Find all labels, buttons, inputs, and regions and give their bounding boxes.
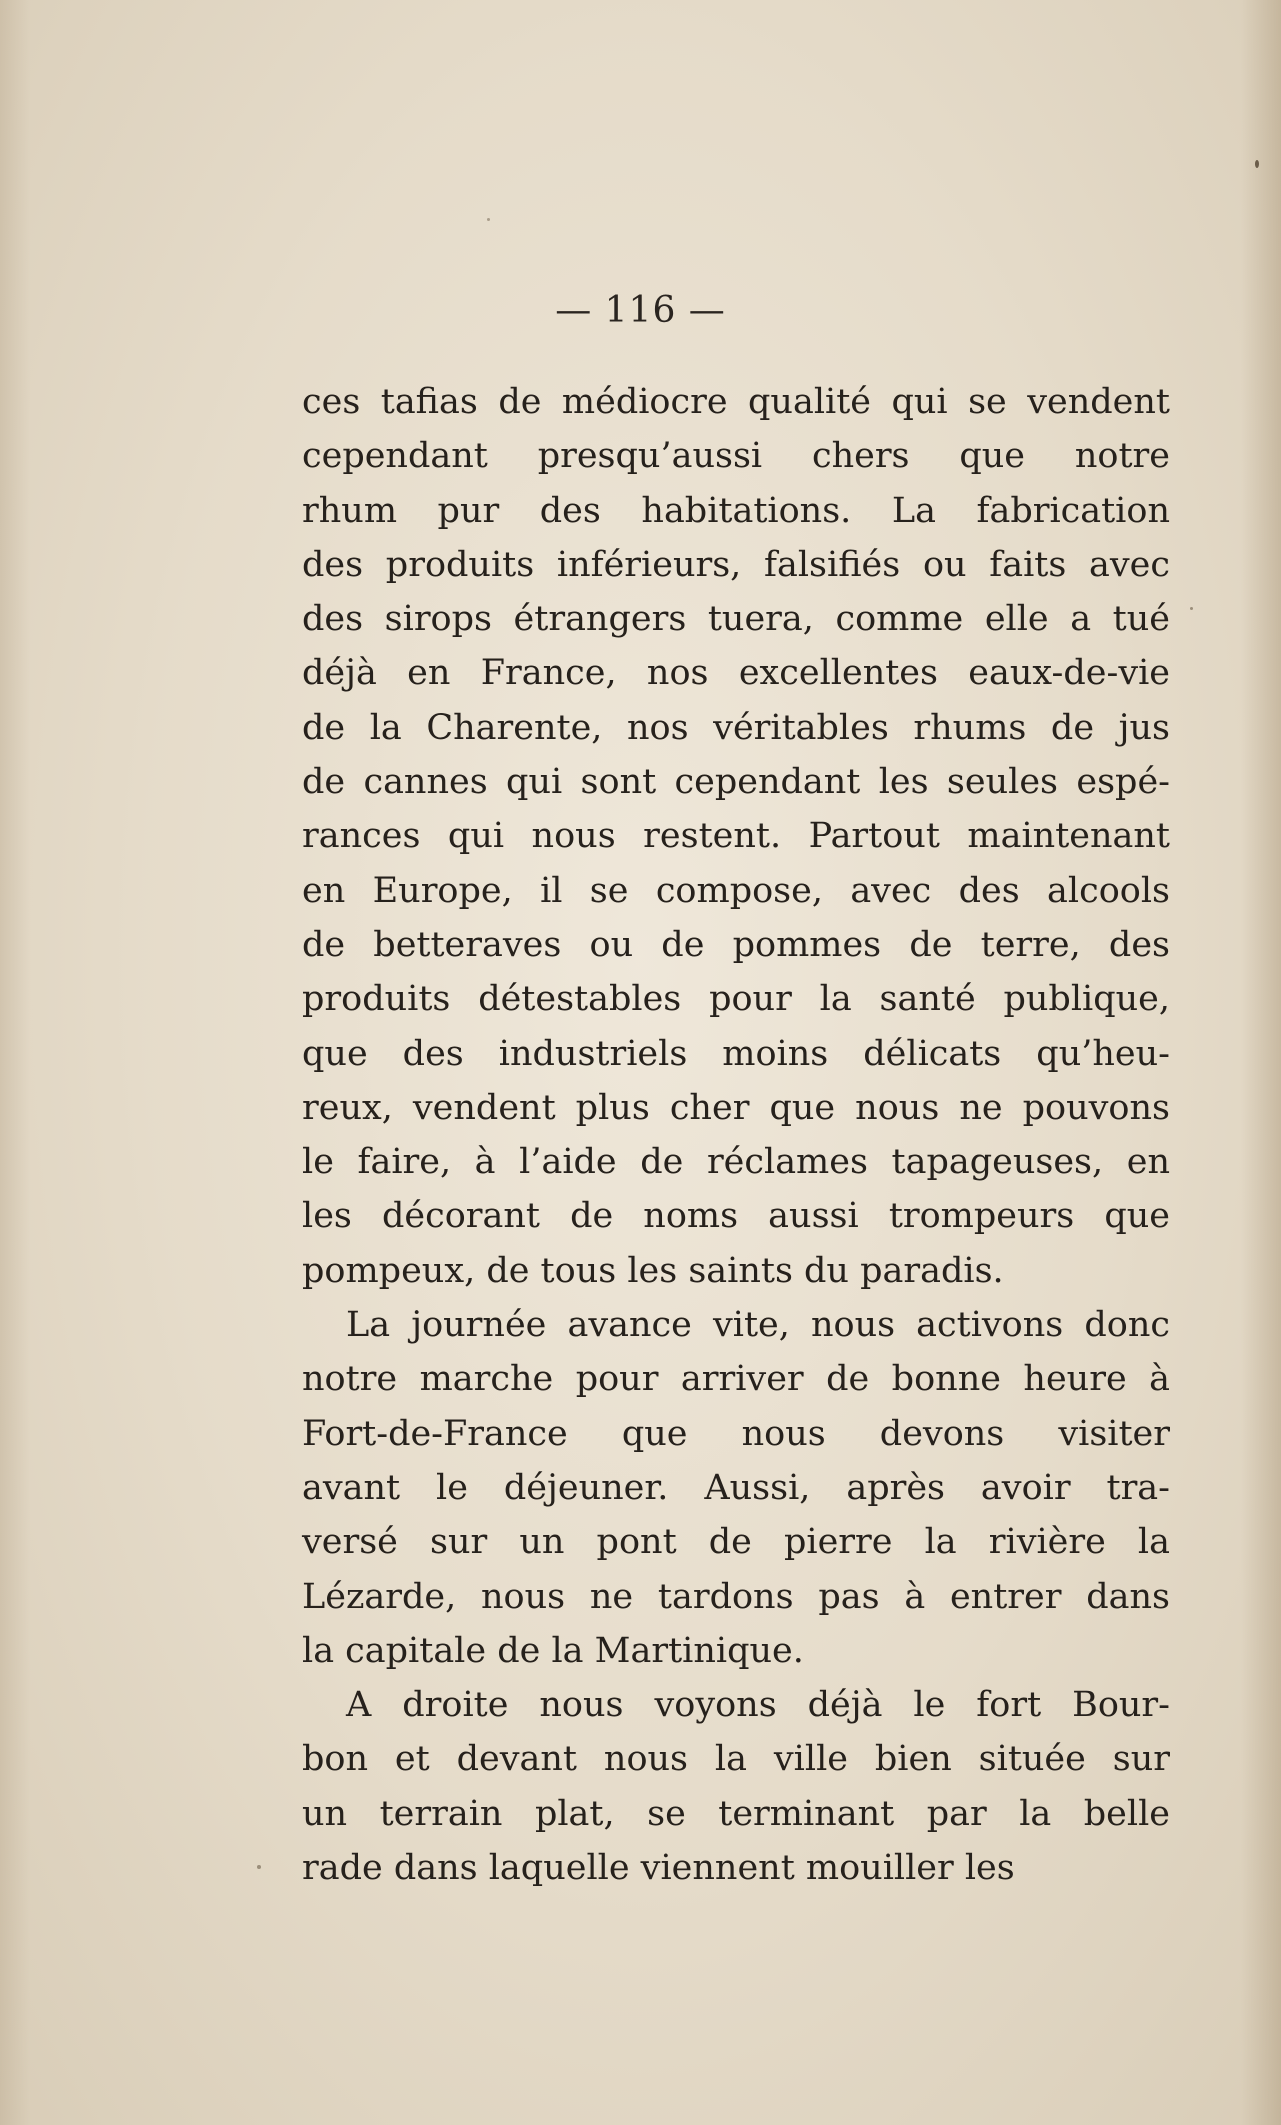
text-line: de la Charente, nos véritables rhums de jus bbox=[302, 707, 1170, 748]
text-line: rances qui nous restent. Partout maintenant bbox=[302, 816, 1170, 857]
text-line: de betteraves ou de pommes de terre, des bbox=[302, 924, 1170, 965]
text-line: déjà en France, nos excellentes eaux-de-vie bbox=[302, 653, 1170, 694]
text-line: La journée avance vite, nous activons donc bbox=[346, 1305, 1170, 1346]
page-number: — 116 — bbox=[555, 290, 726, 331]
ink-speck bbox=[487, 218, 490, 221]
page-body-text bbox=[302, 375, 1170, 1895]
text-line: en Europe, il se compose, avec des alcools bbox=[302, 870, 1170, 911]
text-line: rade dans laquelle viennent mouiller les bbox=[302, 1848, 1015, 1889]
paragraph bbox=[302, 375, 1170, 1298]
text-line: des sirops étrangers tuera, comme elle a tué bbox=[302, 599, 1170, 640]
text-line: notre marche pour arriver de bonne heure à bbox=[302, 1359, 1170, 1400]
text-line: reux, vendent plus cher que nous ne pouvons bbox=[302, 1087, 1170, 1128]
ink-speck bbox=[1255, 160, 1259, 168]
text-line: pompeux, de tous les saints du paradis. bbox=[302, 1250, 1004, 1291]
text-line: que des industriels moins délicats qu’heu- bbox=[302, 1033, 1170, 1074]
text-line: des produits inférieurs, falsifiés ou faits avec bbox=[302, 544, 1170, 585]
text-line: Lézarde, nous ne tardons pas à entrer dans bbox=[302, 1576, 1170, 1617]
text-line: de cannes qui sont cependant les seules espé- bbox=[302, 762, 1170, 803]
text-line: produits détestables pour la santé publique, bbox=[302, 979, 1170, 1020]
paragraph bbox=[302, 1678, 1170, 1895]
text-line: le faire, à l’aide de réclames tapageuses, en bbox=[302, 1142, 1170, 1183]
text-line: cependant presqu’aussi chers que notre bbox=[302, 436, 1170, 477]
ink-speck bbox=[1190, 607, 1193, 610]
text-line: la capitale de la Martinique. bbox=[302, 1630, 804, 1671]
text-line: A droite nous voyons déjà le fort Bour- bbox=[346, 1685, 1170, 1726]
text-line: Fort-de-France que nous devons visiter bbox=[302, 1413, 1170, 1454]
text-line: les décorant de noms aussi trompeurs que bbox=[302, 1196, 1170, 1237]
text-line: bon et devant nous la ville bien située sur bbox=[302, 1739, 1170, 1780]
text-line: ces tafias de médiocre qualité qui se vendent bbox=[302, 382, 1170, 422]
paragraph bbox=[302, 1298, 1170, 1678]
ink-speck bbox=[257, 1865, 261, 1869]
text-line: un terrain plat, se terminant par la belle bbox=[302, 1793, 1170, 1834]
text-line: avant le déjeuner. Aussi, après avoir tra- bbox=[302, 1467, 1170, 1508]
text-line: rhum pur des habitations. La fabrication bbox=[302, 490, 1170, 531]
text-line: versé sur un pont de pierre la rivière la bbox=[302, 1522, 1170, 1563]
